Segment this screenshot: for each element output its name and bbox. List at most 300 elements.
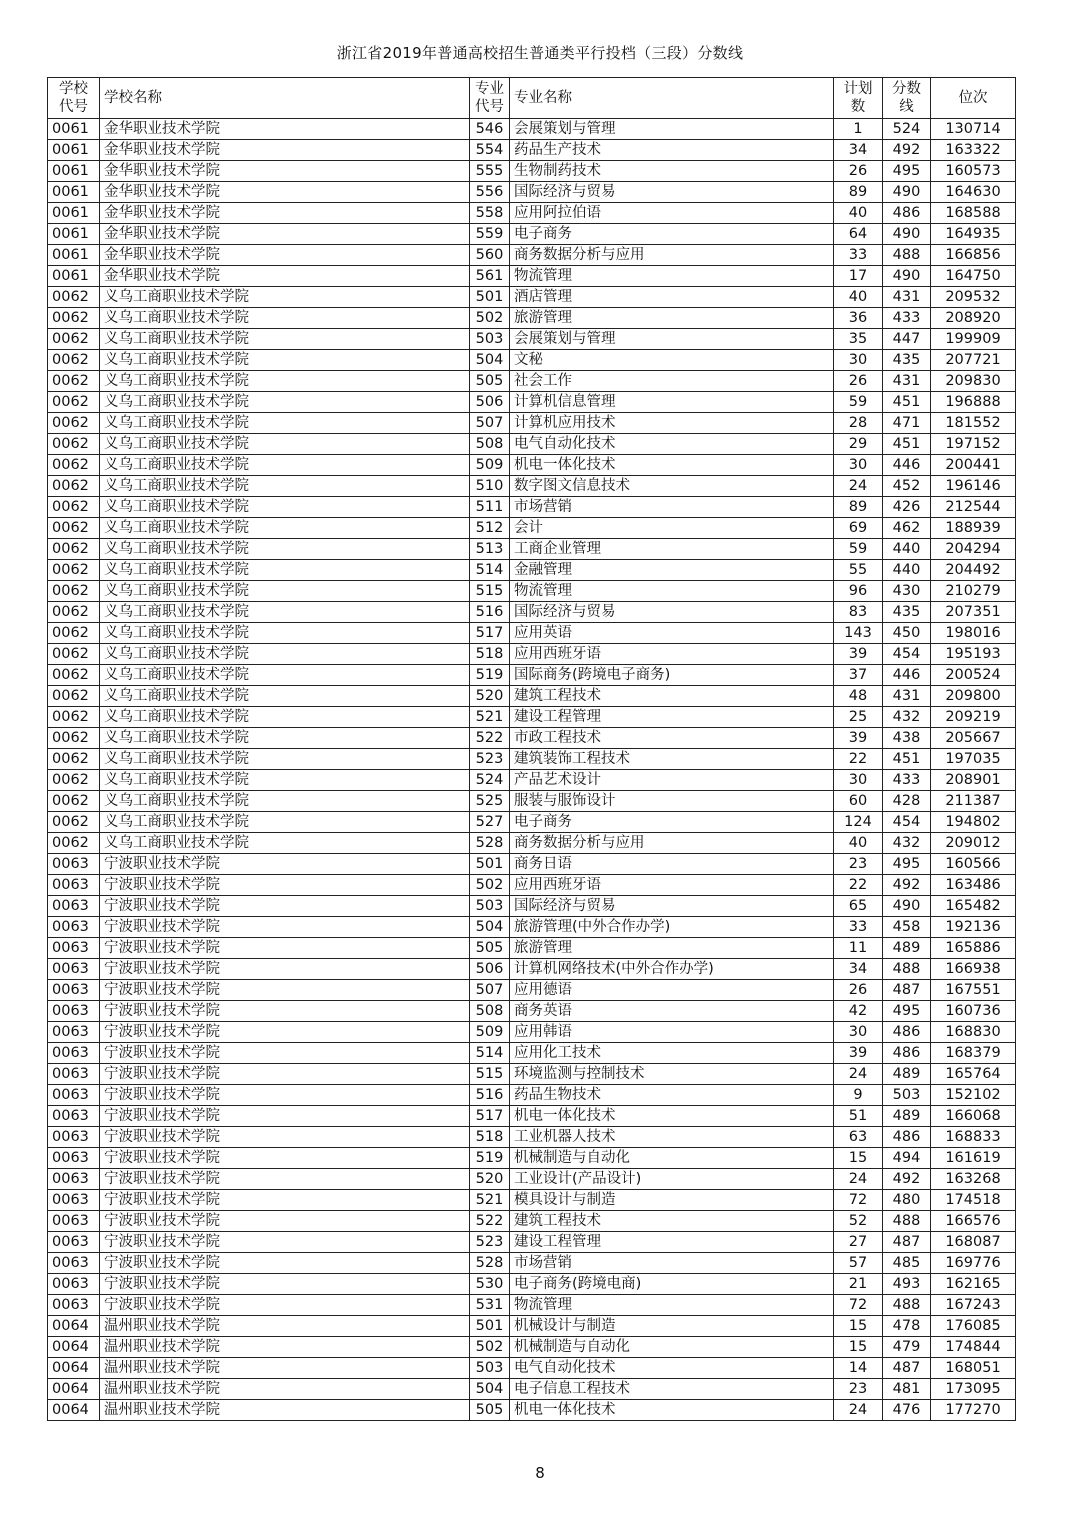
school-code-cell: 0062	[48, 287, 100, 308]
score-line-cell: 486	[883, 1043, 931, 1064]
table-row	[48, 686, 1016, 707]
score-line-cell: 488	[883, 1211, 931, 1232]
school-code-cell: 0062	[48, 707, 100, 728]
major-code-cell: 504	[470, 1379, 510, 1400]
table-row	[48, 1253, 1016, 1274]
major-code-cell: 525	[470, 791, 510, 812]
school-code-cell: 0063	[48, 1148, 100, 1169]
school-code-cell: 0062	[48, 749, 100, 770]
school-name-cell: 宁波职业技术学院	[100, 959, 470, 980]
major-name-cell: 产品艺术设计	[510, 770, 834, 791]
school-name-cell: 宁波职业技术学院	[100, 1127, 470, 1148]
rank-cell: 209800	[931, 686, 1016, 707]
plan-count-cell: 27	[834, 1232, 883, 1253]
header-rank: 位次	[931, 78, 1016, 119]
school-code-cell: 0061	[48, 245, 100, 266]
plan-count-cell: 39	[834, 644, 883, 665]
plan-count-cell: 59	[834, 539, 883, 560]
school-code-cell: 0063	[48, 1274, 100, 1295]
table-row	[48, 287, 1016, 308]
school-name-cell: 金华职业技术学院	[100, 224, 470, 245]
plan-count-cell: 23	[834, 854, 883, 875]
plan-count-cell: 23	[834, 1379, 883, 1400]
rank-cell: 168588	[931, 203, 1016, 224]
score-line-cell: 435	[883, 350, 931, 371]
score-line-cell: 490	[883, 224, 931, 245]
rank-cell: 210279	[931, 581, 1016, 602]
score-line-cell: 492	[883, 875, 931, 896]
major-code-cell: 519	[470, 665, 510, 686]
table-row	[48, 980, 1016, 1001]
major-code-cell: 503	[470, 1358, 510, 1379]
major-code-cell: 524	[470, 770, 510, 791]
table-row	[48, 1190, 1016, 1211]
table-row	[48, 518, 1016, 539]
major-name-cell: 电气自动化技术	[510, 1358, 834, 1379]
rank-cell: 162165	[931, 1274, 1016, 1295]
rank-cell: 196146	[931, 476, 1016, 497]
score-line-cell: 495	[883, 1001, 931, 1022]
rank-cell: 160736	[931, 1001, 1016, 1022]
school-name-cell: 金华职业技术学院	[100, 182, 470, 203]
school-code-cell: 0062	[48, 329, 100, 350]
school-code-cell: 0062	[48, 476, 100, 497]
admission-score-table	[47, 77, 1016, 1421]
table-row	[48, 581, 1016, 602]
table-row	[48, 266, 1016, 287]
school-name-cell: 义乌工商职业技术学院	[100, 455, 470, 476]
major-name-cell: 物流管理	[510, 266, 834, 287]
plan-count-cell: 22	[834, 749, 883, 770]
rank-cell: 188939	[931, 518, 1016, 539]
school-name-cell: 义乌工商职业技术学院	[100, 287, 470, 308]
score-line-cell: 503	[883, 1085, 931, 1106]
plan-count-cell: 26	[834, 371, 883, 392]
table-row	[48, 1379, 1016, 1400]
school-name-cell: 金华职业技术学院	[100, 266, 470, 287]
table-row	[48, 917, 1016, 938]
plan-count-cell: 48	[834, 686, 883, 707]
score-line-cell: 452	[883, 476, 931, 497]
school-code-cell: 0063	[48, 1211, 100, 1232]
major-code-cell: 508	[470, 1001, 510, 1022]
table-body	[48, 119, 1016, 1421]
major-code-cell: 518	[470, 1127, 510, 1148]
table-row	[48, 224, 1016, 245]
score-line-cell: 451	[883, 392, 931, 413]
school-name-cell: 义乌工商职业技术学院	[100, 413, 470, 434]
score-line-cell: 480	[883, 1190, 931, 1211]
school-code-cell: 0064	[48, 1316, 100, 1337]
major-name-cell: 建设工程管理	[510, 1232, 834, 1253]
score-line-cell: 487	[883, 1232, 931, 1253]
school-name-cell: 宁波职业技术学院	[100, 1295, 470, 1316]
school-name-cell: 义乌工商职业技术学院	[100, 602, 470, 623]
major-code-cell: 523	[470, 749, 510, 770]
rank-cell: 166068	[931, 1106, 1016, 1127]
school-name-cell: 温州职业技术学院	[100, 1379, 470, 1400]
header-plan-count: 计划数	[834, 78, 883, 119]
major-code-cell: 501	[470, 854, 510, 875]
school-name-cell: 义乌工商职业技术学院	[100, 518, 470, 539]
table-row	[48, 896, 1016, 917]
school-code-cell: 0062	[48, 833, 100, 854]
school-code-cell: 0061	[48, 119, 100, 140]
table-row	[48, 350, 1016, 371]
major-code-cell: 502	[470, 308, 510, 329]
school-code-cell: 0063	[48, 1043, 100, 1064]
rank-cell: 163322	[931, 140, 1016, 161]
header-major-code: 专业代号	[470, 78, 510, 119]
rank-cell: 165482	[931, 896, 1016, 917]
rank-cell: 197152	[931, 434, 1016, 455]
school-code-cell: 0064	[48, 1337, 100, 1358]
table-row	[48, 392, 1016, 413]
major-code-cell: 555	[470, 161, 510, 182]
major-code-cell: 523	[470, 1232, 510, 1253]
school-name-cell: 义乌工商职业技术学院	[100, 581, 470, 602]
major-name-cell: 生物制药技术	[510, 161, 834, 182]
rank-cell: 176085	[931, 1316, 1016, 1337]
school-code-cell: 0061	[48, 224, 100, 245]
table-row	[48, 308, 1016, 329]
major-code-cell: 502	[470, 1337, 510, 1358]
score-line-cell: 493	[883, 1274, 931, 1295]
rank-cell: 200441	[931, 455, 1016, 476]
school-name-cell: 义乌工商职业技术学院	[100, 329, 470, 350]
major-name-cell: 国际经济与贸易	[510, 182, 834, 203]
plan-count-cell: 96	[834, 581, 883, 602]
score-line-cell: 426	[883, 497, 931, 518]
header-major-name: 专业名称	[510, 78, 834, 119]
major-code-cell: 504	[470, 917, 510, 938]
rank-cell: 174844	[931, 1337, 1016, 1358]
school-name-cell: 义乌工商职业技术学院	[100, 308, 470, 329]
major-code-cell: 503	[470, 329, 510, 350]
table-row	[48, 854, 1016, 875]
school-name-cell: 宁波职业技术学院	[100, 1043, 470, 1064]
school-name-cell: 宁波职业技术学院	[100, 980, 470, 1001]
rank-cell: 168833	[931, 1127, 1016, 1148]
rank-cell: 181552	[931, 413, 1016, 434]
major-code-cell: 501	[470, 287, 510, 308]
major-name-cell: 社会工作	[510, 371, 834, 392]
school-name-cell: 义乌工商职业技术学院	[100, 476, 470, 497]
plan-count-cell: 64	[834, 224, 883, 245]
table-row	[48, 1211, 1016, 1232]
school-name-cell: 宁波职业技术学院	[100, 1190, 470, 1211]
school-name-cell: 义乌工商职业技术学院	[100, 539, 470, 560]
major-name-cell: 应用韩语	[510, 1022, 834, 1043]
table-row	[48, 413, 1016, 434]
school-name-cell: 义乌工商职业技术学院	[100, 770, 470, 791]
rank-cell: 204492	[931, 560, 1016, 581]
school-name-cell: 金华职业技术学院	[100, 119, 470, 140]
rank-cell: 160573	[931, 161, 1016, 182]
school-name-cell: 宁波职业技术学院	[100, 1148, 470, 1169]
school-code-cell: 0062	[48, 455, 100, 476]
major-name-cell: 建筑工程技术	[510, 1211, 834, 1232]
rank-cell: 174518	[931, 1190, 1016, 1211]
score-line-cell: 454	[883, 644, 931, 665]
major-name-cell: 机电一体化技术	[510, 455, 834, 476]
school-name-cell: 宁波职业技术学院	[100, 854, 470, 875]
header-school-name: 学校名称	[100, 78, 470, 119]
score-line-cell: 430	[883, 581, 931, 602]
major-name-cell: 机械设计与制造	[510, 1316, 834, 1337]
major-name-cell: 会展策划与管理	[510, 119, 834, 140]
score-line-cell: 438	[883, 728, 931, 749]
school-code-cell: 0063	[48, 1190, 100, 1211]
rank-cell: 209012	[931, 833, 1016, 854]
school-code-cell: 0063	[48, 938, 100, 959]
plan-count-cell: 34	[834, 140, 883, 161]
score-line-cell: 476	[883, 1400, 931, 1421]
rank-cell: 164630	[931, 182, 1016, 203]
major-code-cell: 561	[470, 266, 510, 287]
plan-count-cell: 83	[834, 602, 883, 623]
major-name-cell: 国际经济与贸易	[510, 602, 834, 623]
score-line-cell: 486	[883, 1022, 931, 1043]
table-row	[48, 497, 1016, 518]
major-code-cell: 520	[470, 686, 510, 707]
plan-count-cell: 26	[834, 980, 883, 1001]
score-line-cell: 486	[883, 203, 931, 224]
major-code-cell: 505	[470, 1400, 510, 1421]
table-row	[48, 371, 1016, 392]
major-code-cell: 520	[470, 1169, 510, 1190]
school-code-cell: 0063	[48, 1295, 100, 1316]
school-code-cell: 0063	[48, 875, 100, 896]
rank-cell: 209532	[931, 287, 1016, 308]
table-row	[48, 203, 1016, 224]
table-row	[48, 1316, 1016, 1337]
school-code-cell: 0062	[48, 413, 100, 434]
rank-cell: 194802	[931, 812, 1016, 833]
rank-cell: 165886	[931, 938, 1016, 959]
table-row	[48, 1337, 1016, 1358]
score-line-cell: 488	[883, 959, 931, 980]
plan-count-cell: 30	[834, 770, 883, 791]
plan-count-cell: 42	[834, 1001, 883, 1022]
plan-count-cell: 72	[834, 1295, 883, 1316]
page-number: 8	[535, 1464, 545, 1482]
score-line-cell: 446	[883, 665, 931, 686]
rank-cell: 166856	[931, 245, 1016, 266]
school-name-cell: 宁波职业技术学院	[100, 1274, 470, 1295]
school-name-cell: 金华职业技术学院	[100, 203, 470, 224]
score-line-cell: 450	[883, 623, 931, 644]
plan-count-cell: 28	[834, 413, 883, 434]
score-line-cell: 495	[883, 854, 931, 875]
rank-cell: 130714	[931, 119, 1016, 140]
major-code-cell: 513	[470, 539, 510, 560]
score-line-cell: 524	[883, 119, 931, 140]
school-code-cell: 0063	[48, 1001, 100, 1022]
major-code-cell: 502	[470, 875, 510, 896]
school-code-cell: 0062	[48, 770, 100, 791]
major-code-cell: 519	[470, 1148, 510, 1169]
major-code-cell: 522	[470, 728, 510, 749]
major-name-cell: 物流管理	[510, 1295, 834, 1316]
school-code-cell: 0061	[48, 266, 100, 287]
score-line-cell: 486	[883, 1127, 931, 1148]
score-line-cell: 490	[883, 182, 931, 203]
major-name-cell: 药品生产技术	[510, 140, 834, 161]
school-code-cell: 0062	[48, 497, 100, 518]
plan-count-cell: 33	[834, 245, 883, 266]
school-name-cell: 宁波职业技术学院	[100, 917, 470, 938]
table-row	[48, 1148, 1016, 1169]
plan-count-cell: 39	[834, 1043, 883, 1064]
score-line-cell: 485	[883, 1253, 931, 1274]
major-code-cell: 517	[470, 1106, 510, 1127]
score-line-cell: 478	[883, 1316, 931, 1337]
score-line-cell: 487	[883, 980, 931, 1001]
header-score-line: 分数线	[883, 78, 931, 119]
rank-cell: 152102	[931, 1085, 1016, 1106]
school-code-cell: 0063	[48, 1064, 100, 1085]
table-row	[48, 938, 1016, 959]
score-line-cell: 435	[883, 602, 931, 623]
table-row	[48, 140, 1016, 161]
major-name-cell: 国际商务(跨境电子商务)	[510, 665, 834, 686]
major-code-cell: 559	[470, 224, 510, 245]
major-code-cell: 527	[470, 812, 510, 833]
school-code-cell: 0061	[48, 161, 100, 182]
major-code-cell: 503	[470, 896, 510, 917]
school-name-cell: 宁波职业技术学院	[100, 1022, 470, 1043]
rank-cell: 207351	[931, 602, 1016, 623]
score-line-cell: 431	[883, 371, 931, 392]
major-name-cell: 会展策划与管理	[510, 329, 834, 350]
table-row	[48, 1232, 1016, 1253]
plan-count-cell: 26	[834, 161, 883, 182]
table-row	[48, 812, 1016, 833]
rank-cell: 208920	[931, 308, 1016, 329]
plan-count-cell: 72	[834, 1190, 883, 1211]
major-code-cell: 507	[470, 980, 510, 1001]
school-code-cell: 0064	[48, 1379, 100, 1400]
rank-cell: 212544	[931, 497, 1016, 518]
plan-count-cell: 15	[834, 1337, 883, 1358]
school-code-cell: 0062	[48, 791, 100, 812]
score-line-cell: 451	[883, 434, 931, 455]
school-name-cell: 宁波职业技术学院	[100, 1253, 470, 1274]
school-name-cell: 宁波职业技术学院	[100, 875, 470, 896]
table-row	[48, 560, 1016, 581]
rank-cell: 167243	[931, 1295, 1016, 1316]
major-code-cell: 516	[470, 602, 510, 623]
major-code-cell: 509	[470, 455, 510, 476]
school-name-cell: 宁波职业技术学院	[100, 1001, 470, 1022]
major-code-cell: 531	[470, 1295, 510, 1316]
table-row	[48, 1400, 1016, 1421]
school-name-cell: 义乌工商职业技术学院	[100, 644, 470, 665]
rank-cell: 205667	[931, 728, 1016, 749]
score-line-cell: 433	[883, 770, 931, 791]
rank-cell: 207721	[931, 350, 1016, 371]
score-line-cell: 492	[883, 1169, 931, 1190]
plan-count-cell: 35	[834, 329, 883, 350]
table-row	[48, 644, 1016, 665]
header-school-code: 学校代号	[48, 78, 100, 119]
school-name-cell: 义乌工商职业技术学院	[100, 350, 470, 371]
plan-count-cell: 33	[834, 917, 883, 938]
major-name-cell: 市政工程技术	[510, 728, 834, 749]
major-name-cell: 应用阿拉伯语	[510, 203, 834, 224]
major-name-cell: 市场营销	[510, 497, 834, 518]
major-name-cell: 金融管理	[510, 560, 834, 581]
major-name-cell: 商务日语	[510, 854, 834, 875]
table-row	[48, 623, 1016, 644]
table-row	[48, 182, 1016, 203]
rank-cell: 166576	[931, 1211, 1016, 1232]
school-code-cell: 0063	[48, 1022, 100, 1043]
plan-count-cell: 22	[834, 875, 883, 896]
major-code-cell: 546	[470, 119, 510, 140]
plan-count-cell: 30	[834, 1022, 883, 1043]
plan-count-cell: 89	[834, 497, 883, 518]
score-line-cell: 440	[883, 539, 931, 560]
score-line-cell: 487	[883, 1358, 931, 1379]
major-name-cell: 机械制造与自动化	[510, 1148, 834, 1169]
school-name-cell: 温州职业技术学院	[100, 1337, 470, 1358]
table-row	[48, 434, 1016, 455]
school-name-cell: 宁波职业技术学院	[100, 1106, 470, 1127]
major-name-cell: 模具设计与制造	[510, 1190, 834, 1211]
table-row	[48, 119, 1016, 140]
major-code-cell: 518	[470, 644, 510, 665]
major-code-cell: 506	[470, 959, 510, 980]
table-row	[48, 728, 1016, 749]
rank-cell: 160566	[931, 854, 1016, 875]
major-name-cell: 应用英语	[510, 623, 834, 644]
score-line-cell: 490	[883, 266, 931, 287]
rank-cell: 173095	[931, 1379, 1016, 1400]
score-line-cell: 490	[883, 896, 931, 917]
plan-count-cell: 25	[834, 707, 883, 728]
school-code-cell: 0062	[48, 350, 100, 371]
score-line-cell: 431	[883, 686, 931, 707]
table-row	[48, 602, 1016, 623]
major-name-cell: 国际经济与贸易	[510, 896, 834, 917]
school-name-cell: 义乌工商职业技术学院	[100, 665, 470, 686]
plan-count-cell: 57	[834, 1253, 883, 1274]
table-row	[48, 707, 1016, 728]
major-name-cell: 计算机网络技术(中外合作办学)	[510, 959, 834, 980]
plan-count-cell: 24	[834, 1400, 883, 1421]
rank-cell: 163486	[931, 875, 1016, 896]
table-row	[48, 1085, 1016, 1106]
score-line-cell: 489	[883, 1064, 931, 1085]
plan-count-cell: 40	[834, 203, 883, 224]
major-name-cell: 服装与服饰设计	[510, 791, 834, 812]
major-name-cell: 商务数据分析与应用	[510, 245, 834, 266]
rank-cell: 199909	[931, 329, 1016, 350]
major-name-cell: 应用西班牙语	[510, 875, 834, 896]
major-name-cell: 旅游管理	[510, 308, 834, 329]
plan-count-cell: 143	[834, 623, 883, 644]
table-row	[48, 959, 1016, 980]
rank-cell: 177270	[931, 1400, 1016, 1421]
table-row	[48, 1358, 1016, 1379]
score-line-cell: 495	[883, 161, 931, 182]
plan-count-cell: 52	[834, 1211, 883, 1232]
school-code-cell: 0063	[48, 980, 100, 1001]
major-code-cell: 515	[470, 1064, 510, 1085]
table-row	[48, 539, 1016, 560]
